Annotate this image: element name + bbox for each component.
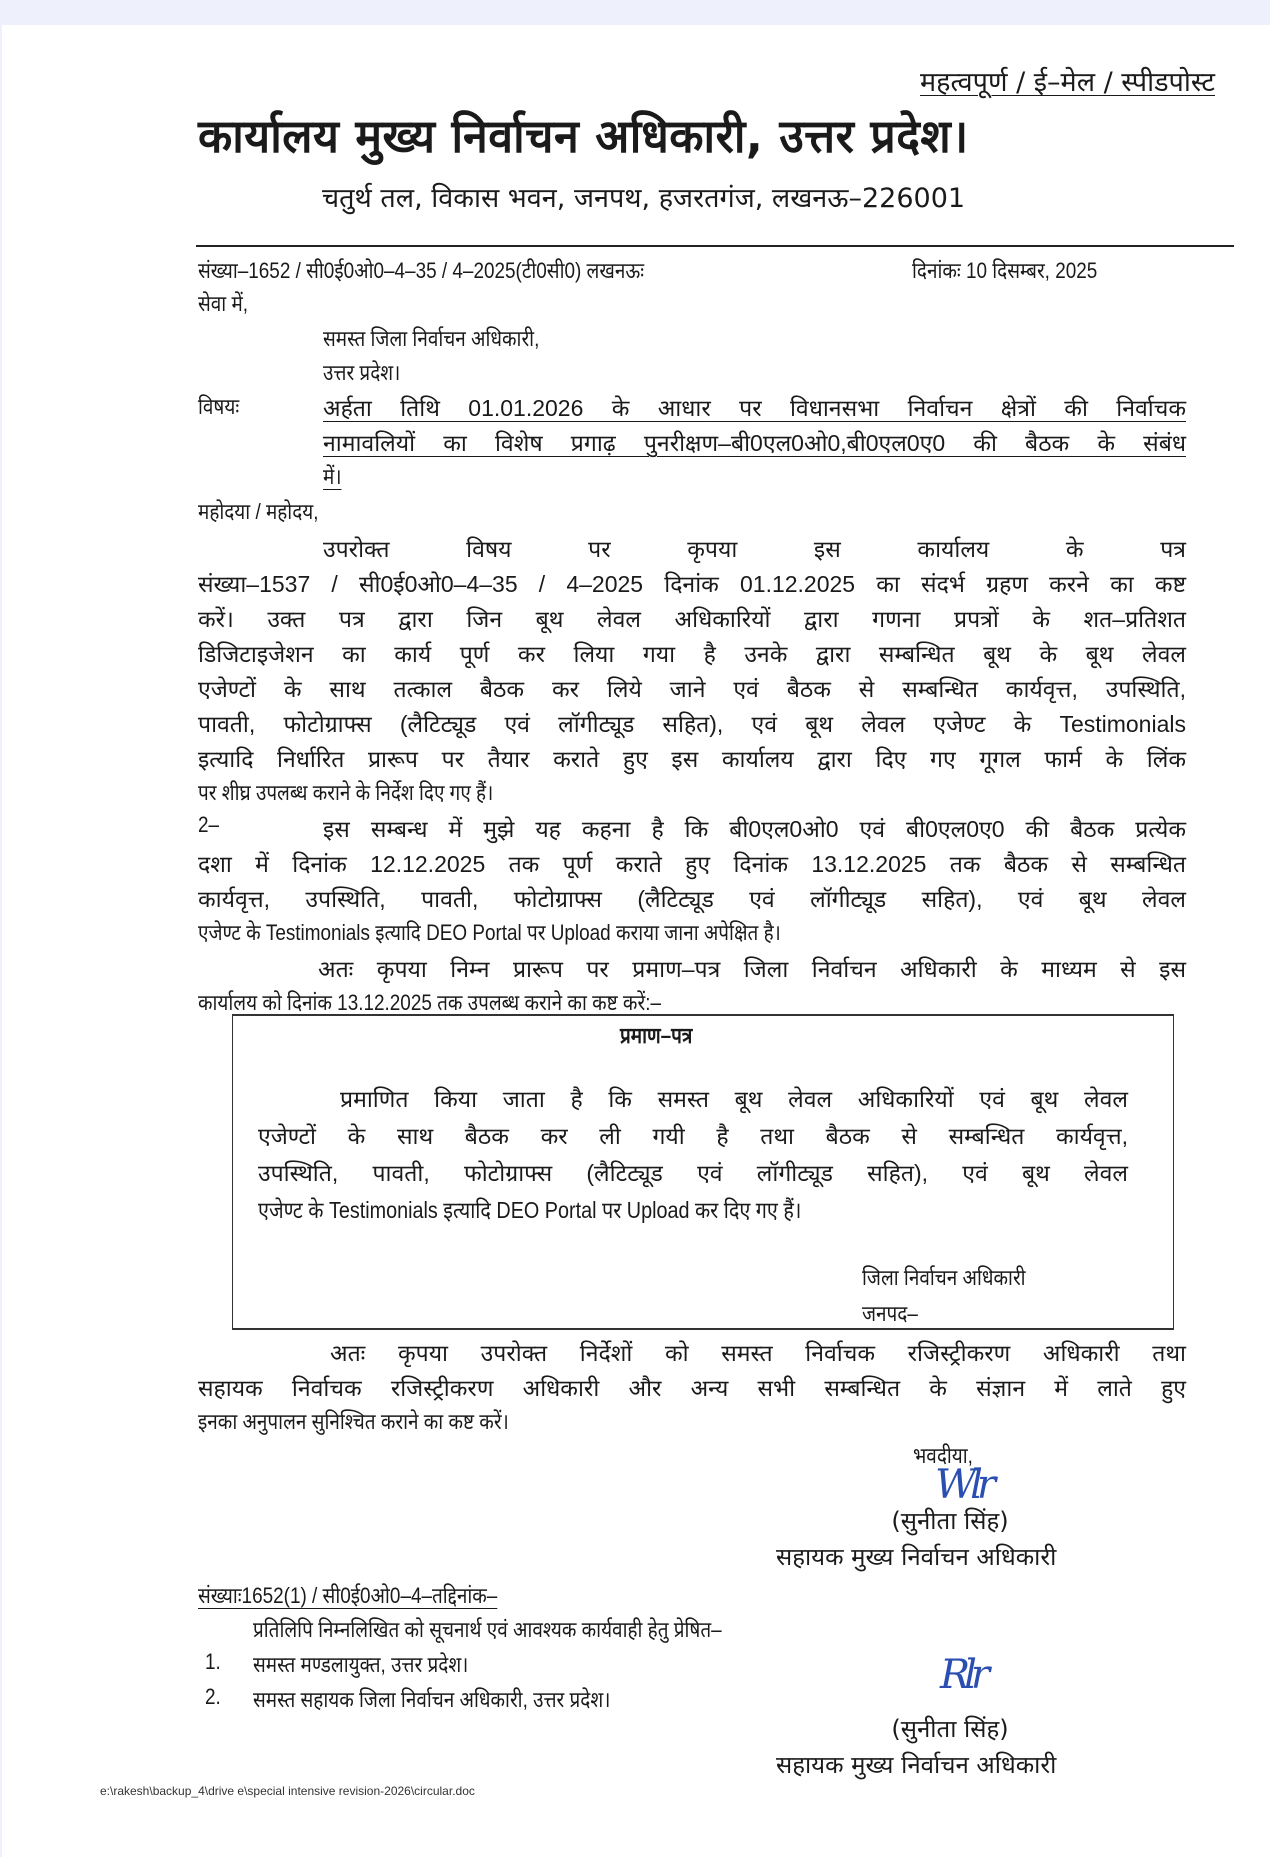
certificate-line-3: उपस्थिति, पावती, फोटोग्राफ्स (लैटिट्यूड एवं लॉगीट्यूड सहित), एवं बूथ लेवल bbox=[258, 1160, 1128, 1186]
para1-line-6: पावती, फोटोग्राफ्स (लैटिट्यूड एवं लॉगीट्यूड सहित), एवं बूथ लेवल एजेण्ट के Testimonials bbox=[198, 711, 1186, 737]
copy-item-1-text: समस्त मण्डलायुक्त, उत्तर प्रदेश। bbox=[253, 1652, 469, 1677]
copy-item-2-text: समस्त सहायक जिला निर्वाचन अधिकारी, उत्तर प्रदेश। bbox=[253, 1687, 611, 1712]
certificate-district: जनपद– bbox=[862, 1301, 918, 1326]
para2-number: 2– bbox=[198, 812, 220, 837]
certificate-line-4: एजेण्ट के Testimonials इत्यादि DEO Portal पर Upload कर दिए गए हैं। bbox=[258, 1197, 802, 1223]
para2-line-3: कार्यवृत्त, उपस्थिति, पावती, फोटोग्राफ्स (लैटिट्यूड एवं लॉगीट्यूड सहित), एवं बूथ लेवल bbox=[198, 886, 1186, 912]
letter-date: दिनांकः 10 दिसम्बर, 2025 bbox=[912, 258, 1098, 283]
para1-line-5: एजेण्टों के साथ तत्काल बैठक कर लिये जाने एवं बैठक से सम्बन्धित कार्यवृत्त, उपस्थिति, bbox=[198, 676, 1186, 702]
para2-line-4: एजेण्ट के Testimonials इत्यादि DEO Portal पर Upload कराया जाना अपेक्षित है। bbox=[198, 920, 781, 945]
addressee-line-2: उत्तर प्रदेश। bbox=[323, 360, 401, 385]
priority-tag: महत्वपूर्ण / ई–मेल / स्पीडपोस्ट bbox=[920, 67, 1215, 98]
addressee-line-1: समस्त जिला निर्वाचन अधिकारी, bbox=[323, 326, 540, 351]
signatory-designation-2: सहायक मुख्य निर्वाचन अधिकारी bbox=[776, 1751, 1057, 1779]
para1-line-2: संख्या–1537 / सी0ई0ओ0–4–35 / 4–2025 दिनांक 01.12.2025 का संदर्भ ग्रहण करने का कष्ट bbox=[198, 571, 1186, 597]
subject-line-2: नामावलियों का विशेष प्रगाढ़ पुनरीक्षण–बी0एल0ओ0,बी0एल0ए0 की बैठक के संबंध bbox=[323, 430, 1186, 456]
signatory-name-2: (सुनीता सिंह) bbox=[891, 1715, 1009, 1743]
para4-line-1: अतः कृपया उपरोक्त निर्देशों को समस्त निर्वाचक रजिस्ट्रीकरण अधिकारी तथा bbox=[330, 1340, 1186, 1366]
certificate-signatory: जिला निर्वाचन अधिकारी bbox=[862, 1265, 1026, 1290]
salutation-to: सेवा में, bbox=[198, 291, 249, 316]
para4-line-3: इनका अनुपालन सुनिश्चित कराने का कष्ट करें। bbox=[198, 1409, 509, 1434]
para1-line-3: करें। उक्त पत्र द्वारा जिन बूथ लेवल अधिकारियों द्वारा गणना प्रपत्रों के शत–प्रतिशत bbox=[198, 606, 1186, 632]
signature-scribble-2: Rlr bbox=[940, 1652, 985, 1698]
subject-line-1: अर्हता तिथि 01.01.2026 के आधार पर विधानसभा निर्वाचन क्षेत्रों की निर्वाचक bbox=[323, 395, 1186, 421]
para1-line-1: उपरोक्त विषय पर कृपया इस कार्यालय के पत्र bbox=[323, 536, 1186, 562]
certificate-title: प्रमाण–पत्र bbox=[620, 1023, 693, 1048]
signature-scribble-1: Wlr bbox=[935, 1462, 991, 1508]
greeting: महोदया / महोदय, bbox=[198, 499, 319, 524]
para1-line-7: इत्यादि निर्धारित प्रारूप पर तैयार कराते हुए इस कार्यालय द्वारा दिए गए गूगल फार्म के लिंक bbox=[198, 746, 1186, 772]
copy-intro: प्रतिलिपि निम्नलिखित को सूचनार्थ एवं आवश्यक कार्यवाही हेतु प्रेषित– bbox=[253, 1617, 722, 1642]
header-divider bbox=[196, 245, 1234, 247]
certificate-line-2: एजेण्टों के साथ बैठक कर ली गयी है तथा बैठक से सम्बन्धित कार्यवृत्त, bbox=[258, 1123, 1128, 1149]
certificate-line-1: प्रमाणित किया जाता है कि समस्त बूथ लेवल अधिकारियों एवं बूथ लेवल bbox=[340, 1086, 1128, 1112]
signatory-designation-1: सहायक मुख्य निर्वाचन अधिकारी bbox=[776, 1543, 1057, 1571]
subject-line-3: में। bbox=[323, 464, 342, 489]
para3-line-2: कार्यालय को दिनांक 13.12.2025 तक उपलब्ध कराने का कष्ट करें:– bbox=[198, 990, 661, 1015]
para1-line-4: डिजिटाइजेशन का कार्य पूर्ण कर लिया गया है उनके द्वारा सम्बन्धित बूथ के बूथ लेवल bbox=[198, 641, 1186, 667]
file-path-footer: e:\rakesh\backup_4\drive e\special intensive revision-2026\circular.doc bbox=[100, 1784, 475, 1798]
para2-line-2: दशा में दिनांक 12.12.2025 तक पूर्ण कराते हुए दिनांक 13.12.2025 तक बैठक से सम्बन्धित bbox=[198, 851, 1186, 877]
office-title: कार्यालय मुख्य निर्वाचन अधिकारी, उत्तर प्रदेश। bbox=[198, 109, 969, 163]
para3-line-1: अतः कृपया निम्न प्रारूप पर प्रमाण–पत्र जिला निर्वाचन अधिकारी के माध्यम से इस bbox=[318, 956, 1186, 982]
copy-item-2-number: 2. bbox=[205, 1684, 221, 1709]
para4-line-2: सहायक निर्वाचक रजिस्ट्रीकरण अधिकारी और अन्य सभी सम्बन्धित के संज्ञान में लाते हुए bbox=[198, 1375, 1186, 1401]
closing: भवदीया, bbox=[913, 1443, 973, 1468]
copy-reference-number: संख्याः1652(1) / सी0ई0ओ0–4–तद्दिनांक– bbox=[198, 1583, 498, 1608]
para2-line-1: इस सम्बन्ध में मुझे यह कहना है कि बी0एल0ओ0 एवं बी0एल0ए0 की बैठक प्रत्येक bbox=[323, 816, 1186, 842]
copy-item-1-number: 1. bbox=[205, 1649, 221, 1674]
subject-label: विषयः bbox=[198, 394, 240, 419]
para1-line-8: पर शीघ्र उपलब्ध कराने के निर्देश दिए गए हैं। bbox=[198, 780, 494, 805]
reference-number: संख्या–1652 / सी0ई0ओ0–4–35 / 4–2025(टी0सी0) लखनऊः bbox=[198, 258, 645, 283]
signatory-name-1: (सुनीता सिंह) bbox=[891, 1507, 1009, 1535]
office-address: चतुर्थ तल, विकास भवन, जनपथ, हजरतगंज, लखनऊ–226001 bbox=[322, 183, 966, 214]
